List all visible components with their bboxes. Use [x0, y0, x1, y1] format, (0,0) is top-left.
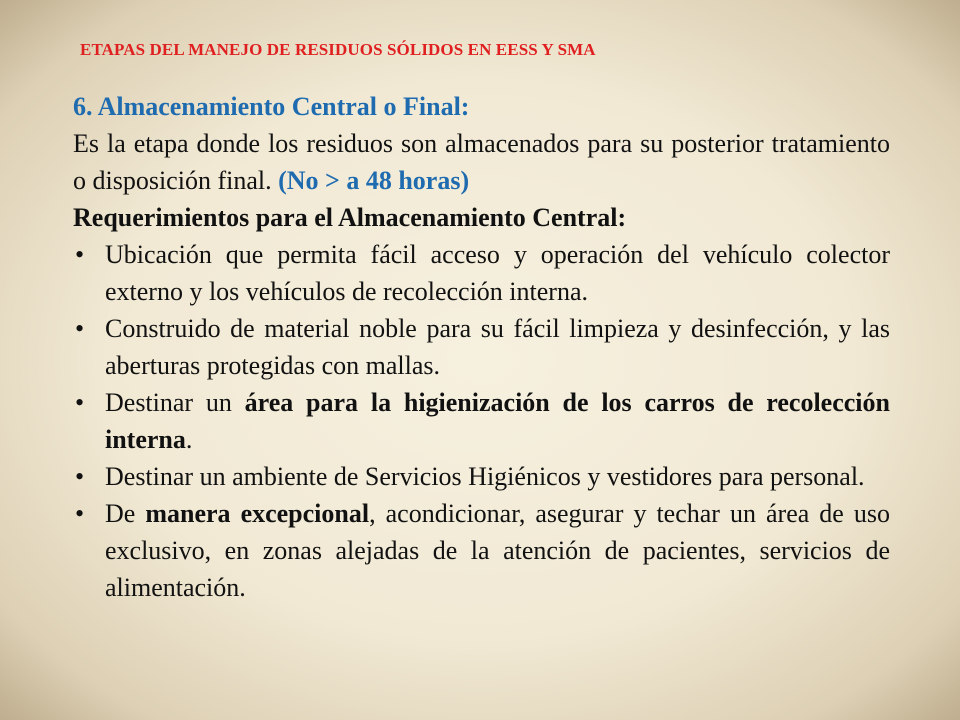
intro-text: Es la etapa donde los residuos son almacenados para su posterior tratamiento o disposición final.: [73, 129, 890, 195]
list-item: [73, 310, 890, 384]
list-item: [73, 495, 890, 606]
bullet-icon: •: [75, 240, 85, 269]
bullet-icon: •: [75, 388, 85, 417]
intro-paragraph: [73, 125, 890, 199]
list-item-tail: , acondicionar, asegurar y techar un área de uso exclusivo, en zonas alejadas de la atención de pacientes, servicios de alimentación.: [105, 499, 890, 602]
requirements-title: Requerimientos para el Almacenamiento Central:: [73, 203, 627, 232]
section-title: 6. Almacenamiento Central o Final:: [73, 92, 470, 121]
list-item: [73, 236, 890, 310]
list-item-text: Construido de material noble para su fácil limpieza y desinfección, y las aberturas protegidas con mallas.: [105, 314, 890, 380]
list-item: [73, 458, 890, 495]
list-item-text: Destinar un: [105, 388, 245, 417]
list-item-text: De: [105, 499, 146, 528]
bullet-icon: •: [75, 314, 85, 343]
bullet-icon: •: [75, 499, 85, 528]
list-item-bold: área para la higienización de los carros de recolección interna: [105, 388, 890, 454]
list-item: [73, 384, 890, 458]
list-item-text: Destinar un ambiente de Servicios Higiénicos y vestidores para personal.: [105, 462, 865, 491]
list-item-bold: manera excepcional: [145, 499, 370, 528]
slide-content: [73, 88, 890, 606]
list-item-text: Ubicación que permita fácil acceso y operación del vehículo colector externo y los vehículos de recolección interna.: [105, 240, 890, 306]
list-item-tail: .: [185, 425, 193, 454]
slide-header: ETAPAS DEL MANEJO DE RESIDUOS SÓLIDOS EN EESS Y SMA: [80, 40, 596, 59]
bullet-icon: •: [75, 462, 85, 491]
intro-highlight: (No > a 48 horas): [278, 166, 470, 195]
requirements-list: [73, 236, 890, 606]
